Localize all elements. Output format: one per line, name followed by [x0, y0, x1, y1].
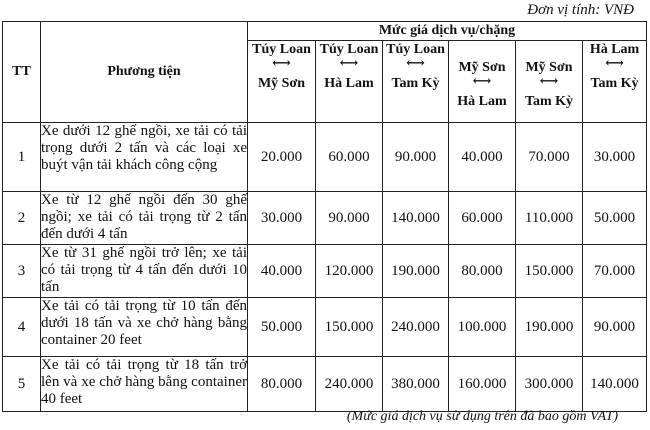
double-arrow-icon: ⟷ — [605, 55, 624, 70]
route-header-2 — [316, 41, 383, 123]
price-cell: 60.000 — [449, 192, 516, 245]
vehicle-description: Xe từ 12 ghế ngồi đến 30 ghế ngồi; xe tải có tải trọng từ 2 tấn đến dưới 4 tấn — [41, 192, 248, 245]
route-from: Túy Loan — [386, 42, 445, 57]
price-cell: 300.000 — [516, 357, 583, 412]
vehicle-description: Xe tải có tải trọng từ 10 tấn đến dưới 18 tấn và xe chở hàng bằng container 20 feet — [41, 298, 248, 357]
price-cell: 90.000 — [383, 123, 449, 192]
price-cell: 140.000 — [383, 192, 449, 245]
double-arrow-icon: ⟷ — [539, 73, 559, 88]
route-from: Mỹ Sơn — [525, 60, 573, 75]
price-cell: 30.000 — [583, 123, 647, 192]
route-header-6 — [583, 41, 647, 123]
table-row — [3, 192, 647, 245]
price-cell: 160.000 — [449, 357, 516, 412]
price-cell: 40.000 — [248, 245, 316, 298]
price-cell: 380.000 — [383, 357, 449, 412]
route-to: Hà Lam — [324, 76, 374, 91]
route-to: Tam Kỳ — [590, 76, 639, 91]
price-cell: 190.000 — [516, 298, 583, 357]
price-cell: 40.000 — [449, 123, 516, 192]
route-from: Túy Loan — [319, 42, 379, 57]
price-cell: 20.000 — [248, 123, 316, 192]
price-cell: 70.000 — [583, 245, 647, 298]
row-number: 1 — [3, 123, 41, 192]
route-to: Tam Kỳ — [391, 76, 440, 91]
price-cell: 60.000 — [316, 123, 383, 192]
route-to: Hà Lam — [457, 94, 507, 109]
table-row — [3, 357, 647, 412]
price-cell: 90.000 — [316, 192, 383, 245]
price-cell: 90.000 — [583, 298, 647, 357]
price-cell: 30.000 — [248, 192, 316, 245]
route-header-5 — [516, 41, 583, 123]
header-row-top — [3, 22, 647, 41]
price-cell: 80.000 — [449, 245, 516, 298]
row-number: 4 — [3, 298, 41, 357]
vat-footnote: (Mức giá dịch vụ sử dụng trên đã bao gồm VAT) — [346, 409, 618, 424]
route-header-3 — [383, 41, 449, 123]
price-cell: 80.000 — [248, 357, 316, 412]
route-from: Túy Loan — [252, 42, 311, 57]
row-number: 3 — [3, 245, 41, 298]
double-arrow-icon: ⟷ — [272, 55, 291, 70]
route-from: Mỹ Sơn — [458, 60, 506, 75]
price-cell: 100.000 — [449, 298, 516, 357]
double-arrow-icon: ⟷ — [472, 73, 492, 88]
double-arrow-icon: ⟷ — [406, 55, 425, 70]
header-price-group: Mức giá dịch vụ/chặng — [248, 22, 647, 41]
route-header-4 — [449, 41, 516, 123]
row-number: 2 — [3, 192, 41, 245]
vehicle-description: Xe từ 31 ghế ngồi trở lên; xe tải có tải trọng từ 4 tấn đến dưới 10 tấn — [41, 245, 248, 298]
price-cell: 120.000 — [316, 245, 383, 298]
table-row — [3, 245, 647, 298]
route-from: Hà Lam — [589, 42, 640, 57]
route-to: Mỹ Sơn — [257, 76, 306, 91]
table-row — [3, 298, 647, 357]
row-number: 5 — [3, 357, 41, 412]
double-arrow-icon: ⟷ — [339, 55, 359, 70]
table-row — [3, 123, 647, 192]
header-tt: TT — [3, 22, 41, 123]
price-cell: 50.000 — [583, 192, 647, 245]
price-cell: 70.000 — [516, 123, 583, 192]
route-to: Tam Kỳ — [524, 94, 574, 109]
price-cell: 50.000 — [248, 298, 316, 357]
toll-price-table — [2, 21, 647, 412]
price-cell: 150.000 — [516, 245, 583, 298]
vehicle-description: Xe tải có tải trọng từ 18 tấn trở lên và xe chở hàng bằng container 40 feet — [41, 357, 248, 412]
route-header-1 — [248, 41, 316, 123]
price-cell: 110.000 — [516, 192, 583, 245]
vehicle-description: Xe dưới 12 ghế ngồi, xe tải có tải trọng dưới 2 tấn và các loại xe buýt vận tải khách công cộng — [41, 123, 248, 192]
price-cell: 150.000 — [316, 298, 383, 357]
price-cell: 240.000 — [316, 357, 383, 412]
price-cell: 240.000 — [383, 298, 449, 357]
price-cell: 190.000 — [383, 245, 449, 298]
price-cell: 140.000 — [583, 357, 647, 412]
header-vehicle: Phương tiện — [41, 22, 248, 123]
unit-note: Đơn vị tính: VNĐ — [527, 2, 634, 18]
